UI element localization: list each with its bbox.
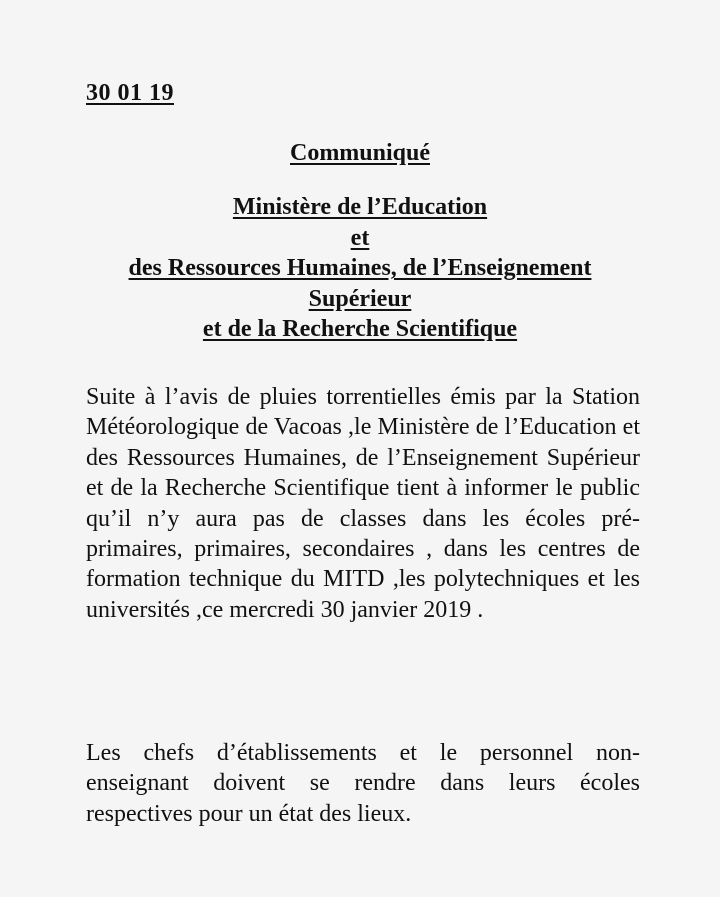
staff-instructions-paragraph: Les chefs d’établissements et le personnel non-enseignant doivent se rendre dans leurs écoles respectives pour un état des lieux. <box>86 740 640 827</box>
document-title: Communiqué <box>289 140 431 166</box>
document-date: 30 01 19 <box>86 80 174 106</box>
header-block <box>0 136 720 345</box>
ministry-line-3: des Ressources Humaines, de l’Enseignement <box>128 255 592 281</box>
ministry-heading <box>0 192 720 345</box>
ministry-line-2: et <box>350 224 370 251</box>
ministry-line-1: Ministère de l’Education <box>232 194 488 220</box>
ministry-line-4: Supérieur <box>308 285 412 312</box>
ministry-line-5: et de la Recherche Scientifique <box>202 316 518 342</box>
announcement-paragraph: Suite à l’avis de pluies torrentielles émis par la Station Météorologique de Vacoas ,le Ministère de l’Education et des Ressources Humaines, de l’Enseignement Supérieur et de la Recherche Scientifique tient à informer le public qu’il n’y aura pas de classes dans les écoles pré-primaires, primaires, secondaires , dans les centres de formation technique du MITD ,les polytechniques et les universités ,ce mercredi 30 janvier 2019 . <box>86 384 640 623</box>
